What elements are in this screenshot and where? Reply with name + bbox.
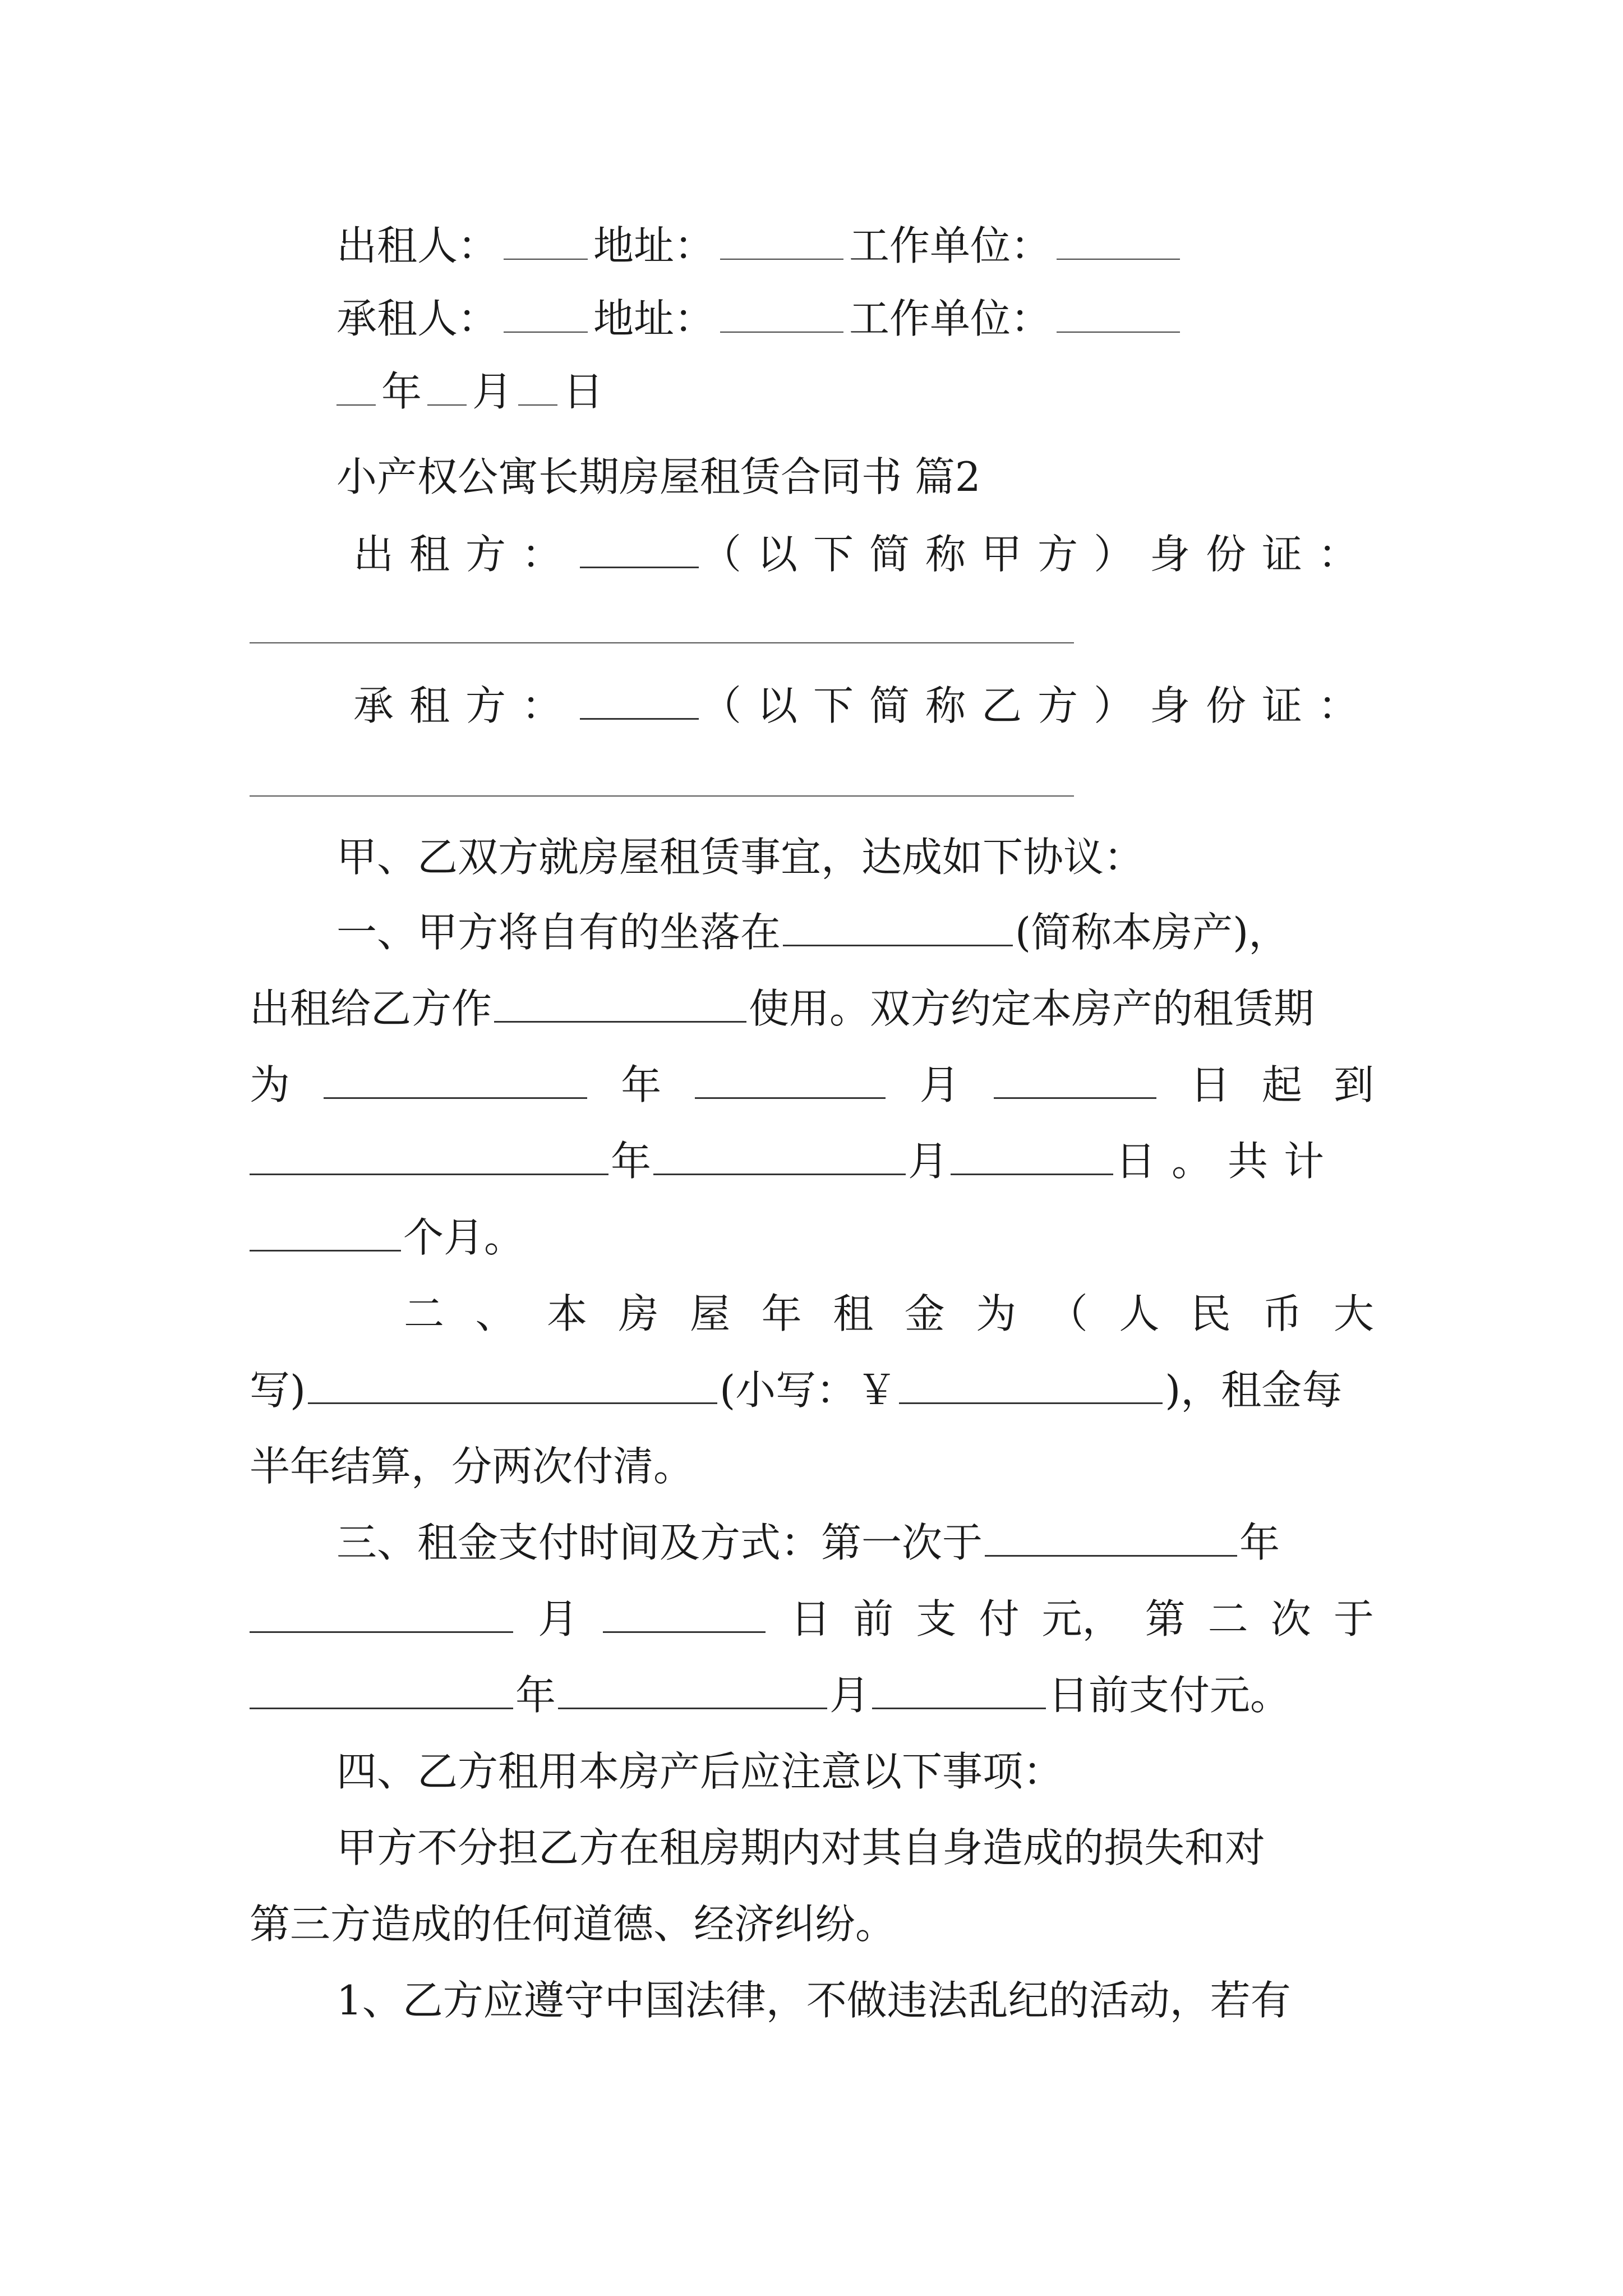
clause2-line2 xyxy=(250,1362,1342,1418)
clause3-text: 日前支付元。 xyxy=(1048,1672,1291,1719)
chuzufang-blank xyxy=(580,528,699,568)
clause2-text: 写) xyxy=(250,1366,306,1414)
clause2-char: 租 xyxy=(833,1290,874,1337)
clause1-text: 日 xyxy=(1189,1061,1230,1108)
clause2-char: 为 xyxy=(976,1290,1017,1337)
clause4-paragraph-line2: 第三方造成的任何道德、经济纠纷。 xyxy=(250,1901,896,1948)
chuzufang-line xyxy=(353,526,1374,582)
clause2-text: )，租金每 xyxy=(1165,1366,1343,1414)
clause1-text: 为 xyxy=(250,1061,291,1108)
clause1-text: 日。共计 xyxy=(1115,1138,1340,1185)
lessee-line xyxy=(336,291,1186,347)
clause3-text: 月 xyxy=(829,1672,870,1719)
lessor-label: 出租人： xyxy=(336,222,499,269)
end-year-blank xyxy=(250,1135,608,1175)
work-blank xyxy=(1057,220,1180,260)
clause1-line5 xyxy=(250,1209,524,1266)
clause2-char: 本 xyxy=(547,1290,588,1337)
address-label: 地址： xyxy=(593,222,715,269)
clause3-line3 xyxy=(250,1667,1290,1723)
clause2-char: 人 xyxy=(1119,1290,1160,1337)
clause3-text: 年 xyxy=(1239,1519,1280,1566)
clause3-text: 次 xyxy=(1270,1595,1311,1642)
end-month-blank xyxy=(653,1135,906,1175)
clause4-heading: 四、乙方租用本房产后应注意以下事项： xyxy=(336,1748,1064,1795)
date-line xyxy=(336,364,603,420)
clause1-line4 xyxy=(250,1133,1340,1189)
start-day-blank xyxy=(994,1059,1156,1099)
clause3-text: 支 xyxy=(916,1595,957,1642)
clause3-line2 xyxy=(250,1591,1374,1647)
location-blank xyxy=(783,907,1013,946)
clause1-text: 一、甲方将自有的坐落在 xyxy=(336,909,781,956)
clause1-text: 月 xyxy=(919,1061,960,1108)
clause2-char: 大 xyxy=(1333,1290,1374,1337)
clause2-text: (小写：￥ xyxy=(720,1366,897,1414)
chuzufang-id-line xyxy=(250,642,1074,643)
clause2-char: （ xyxy=(1047,1290,1088,1337)
work-label: 工作单位： xyxy=(849,295,1052,342)
clause2-char: 币 xyxy=(1262,1290,1303,1337)
rent-capital-blank xyxy=(308,1364,717,1404)
lessor-blank xyxy=(504,220,588,260)
second-day-blank xyxy=(872,1669,1046,1709)
end-day-blank xyxy=(951,1135,1113,1175)
address-blank xyxy=(720,220,843,260)
months-blank xyxy=(250,1212,401,1251)
lessee-label: 承租人： xyxy=(336,295,499,342)
first-year-blank xyxy=(985,1517,1237,1557)
clause1-line3 xyxy=(250,1057,1374,1113)
month-label: 月 xyxy=(472,368,513,415)
clause1-text: (简称本房产)， xyxy=(1015,909,1289,956)
year-label: 年 xyxy=(381,368,422,415)
clause1-text: 年 xyxy=(621,1061,662,1108)
chengzufang-paren: （以下简称乙方）身份证： xyxy=(700,682,1374,729)
rent-number-blank xyxy=(899,1364,1163,1404)
clause3-text: 三、租金支付时间及方式：第一次于 xyxy=(336,1519,983,1566)
clause3-text: 于 xyxy=(1333,1595,1374,1642)
clause3-text: 第 xyxy=(1145,1595,1186,1642)
day-label: 日 xyxy=(563,368,604,415)
start-year-blank xyxy=(324,1059,587,1099)
clause2-char: 房 xyxy=(618,1290,659,1337)
work-blank xyxy=(1057,293,1180,333)
clause3-text: 月 xyxy=(538,1595,579,1642)
clause1-line1 xyxy=(336,904,1289,960)
clause1-text: 出租给乙方作 xyxy=(250,985,492,1032)
address-blank xyxy=(720,293,843,333)
month-blank xyxy=(427,366,467,406)
first-month-blank xyxy=(250,1593,513,1633)
clause1-line2 xyxy=(250,981,1314,1037)
chengzufang-id-line xyxy=(250,795,1074,797)
lessor-line xyxy=(336,218,1186,274)
clause3-text: 付 xyxy=(979,1595,1020,1642)
start-month-blank xyxy=(695,1059,886,1099)
chuzufang-label: 出租方： xyxy=(353,531,578,578)
clause2-char: 、 xyxy=(475,1290,516,1337)
intro-paragraph: 甲、乙双方就房屋租赁事宜，达成如下协议： xyxy=(336,834,1145,881)
chengzufang-blank xyxy=(580,680,699,720)
chuzufang-paren: （以下简称甲方）身份证： xyxy=(700,531,1374,578)
first-day-blank xyxy=(603,1593,766,1633)
clause1-text: 起 xyxy=(1261,1061,1302,1108)
work-label: 工作单位： xyxy=(849,222,1052,269)
chengzufang-label: 承租方： xyxy=(353,682,578,729)
clause3-text: 日 xyxy=(790,1595,831,1642)
address-label: 地址： xyxy=(593,295,715,342)
clause1-text: 到 xyxy=(1333,1061,1374,1108)
lessee-blank xyxy=(504,293,588,333)
clause2-line3: 半年结算，分两次付清。 xyxy=(250,1443,694,1490)
year-blank xyxy=(336,366,376,406)
usage-blank xyxy=(494,983,746,1023)
clause2-char: 屋 xyxy=(690,1290,731,1337)
chengzufang-line xyxy=(353,678,1374,734)
second-year-blank xyxy=(250,1669,513,1709)
day-blank xyxy=(518,366,557,406)
clause4-paragraph-line1: 甲方不分担乙方在租房期内对其自身造成的损失和对 xyxy=(336,1824,1266,1871)
clause1-text: 个月。 xyxy=(403,1214,525,1261)
clause2-char: 年 xyxy=(761,1290,802,1337)
clause3-text: 二 xyxy=(1207,1595,1248,1642)
clause1-text: 年 xyxy=(611,1138,652,1185)
second-month-blank xyxy=(558,1669,827,1709)
clause3-text: 元， xyxy=(1041,1595,1123,1642)
clause2-line1 xyxy=(404,1286,1374,1342)
clause3-line1 xyxy=(336,1515,1280,1571)
contract-title: 小产权公寓长期房屋租赁合同书 篇2 xyxy=(336,453,981,500)
clause2-char: 金 xyxy=(904,1290,945,1337)
clause3-text: 前 xyxy=(853,1595,894,1642)
clause1-text: 月 xyxy=(908,1138,949,1185)
clause2-char: 二 xyxy=(404,1290,445,1337)
clause3-text: 年 xyxy=(515,1672,556,1719)
clause1-text: 使用。双方约定本房产的租赁期 xyxy=(749,985,1315,1032)
clause2-char: 民 xyxy=(1190,1290,1231,1337)
clause4-item1: 1、乙方应遵守中国法律，不做违法乱纪的活动，若有 xyxy=(336,1977,1291,2024)
